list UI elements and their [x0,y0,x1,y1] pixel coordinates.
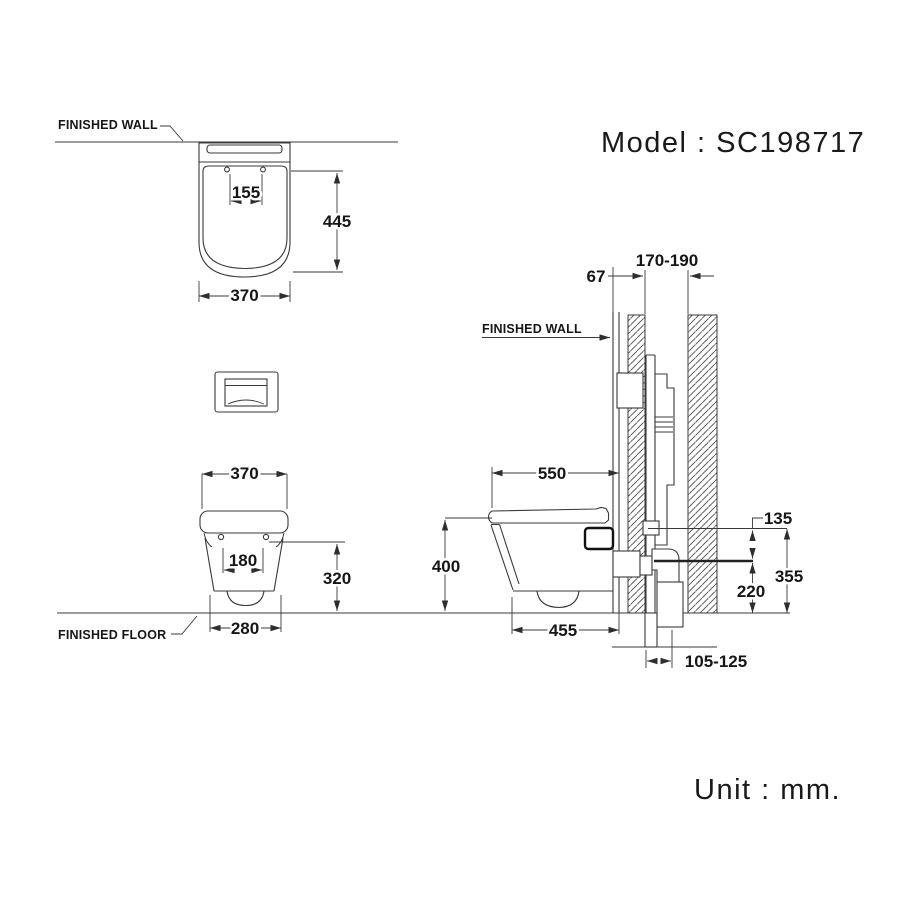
trap-bulge-front [227,591,264,606]
bowl-front-slant [491,525,519,591]
dim-220 [737,563,765,613]
svg-text:67: 67 [586,267,606,286]
svg-text:455: 455 [548,621,578,640]
toilet-side-profile [489,508,614,608]
dim-180 [223,548,263,573]
drain-pipe-vertical [657,582,683,627]
finished-wall-leader-top [160,126,183,141]
svg-text:280: 280 [230,619,260,638]
dim-445 [291,171,351,272]
toilet-lid-top [207,145,282,153]
outlet-connector [613,551,640,577]
dim-370-front [202,464,287,509]
svg-text:550: 550 [537,464,567,483]
unit-label: Unit : mm. [694,774,842,806]
finished-wall-label-top: FINISHED WALL [58,118,158,132]
svg-text:400: 400 [431,557,461,576]
toilet-top-outline [199,143,290,277]
dim-355 [775,529,803,613]
dim-135 [753,509,793,559]
seat-lid-side [489,508,609,524]
model-title: Model : SC198717 [601,127,866,159]
supply-fitting [643,521,659,535]
hinge-front-right [263,534,268,539]
hinge-left [225,167,230,172]
finished-wall-label-side: FINISHED WALL [482,322,582,336]
svg-text:445: 445 [322,212,352,231]
dim-400 [432,518,492,611]
svg-text:355: 355 [774,567,804,586]
front-view [200,464,351,638]
finished-floor-label: FINISHED FLOOR [58,628,167,642]
drain-elbow [652,549,679,582]
concealed-cistern [655,374,674,545]
svg-text:320: 320 [322,569,352,588]
drain-pipe-lower [645,613,657,647]
structural-wall-section [688,315,717,613]
dim-455 [512,597,619,640]
dim-370-top [199,281,290,305]
svg-text:180: 180 [228,551,258,570]
finished-floor-leader [171,616,197,634]
hinge-right [261,167,266,172]
outlet-step [640,556,652,575]
svg-text:155: 155 [231,183,261,202]
dim-67 [587,267,643,286]
dim-105-125 [646,630,747,671]
rim-curves [204,533,284,547]
top-view [55,118,398,305]
dim-550 [492,464,619,508]
seat-front [200,511,288,533]
dim-170-190 [636,251,714,314]
access-box [617,373,643,408]
svg-text:105-125: 105-125 [684,652,748,671]
svg-text:370: 370 [230,286,259,305]
trap-bulge-side [537,591,579,608]
svg-text:220: 220 [736,582,766,601]
flush-plate [215,372,278,412]
dim-280 [210,595,281,638]
svg-text:135: 135 [763,509,793,528]
svg-text:370: 370 [230,464,259,483]
svg-text:170-190: 170-190 [635,251,699,270]
hinge-front-left [218,534,223,539]
side-view [432,251,803,671]
seat-hinge-box [585,528,613,549]
